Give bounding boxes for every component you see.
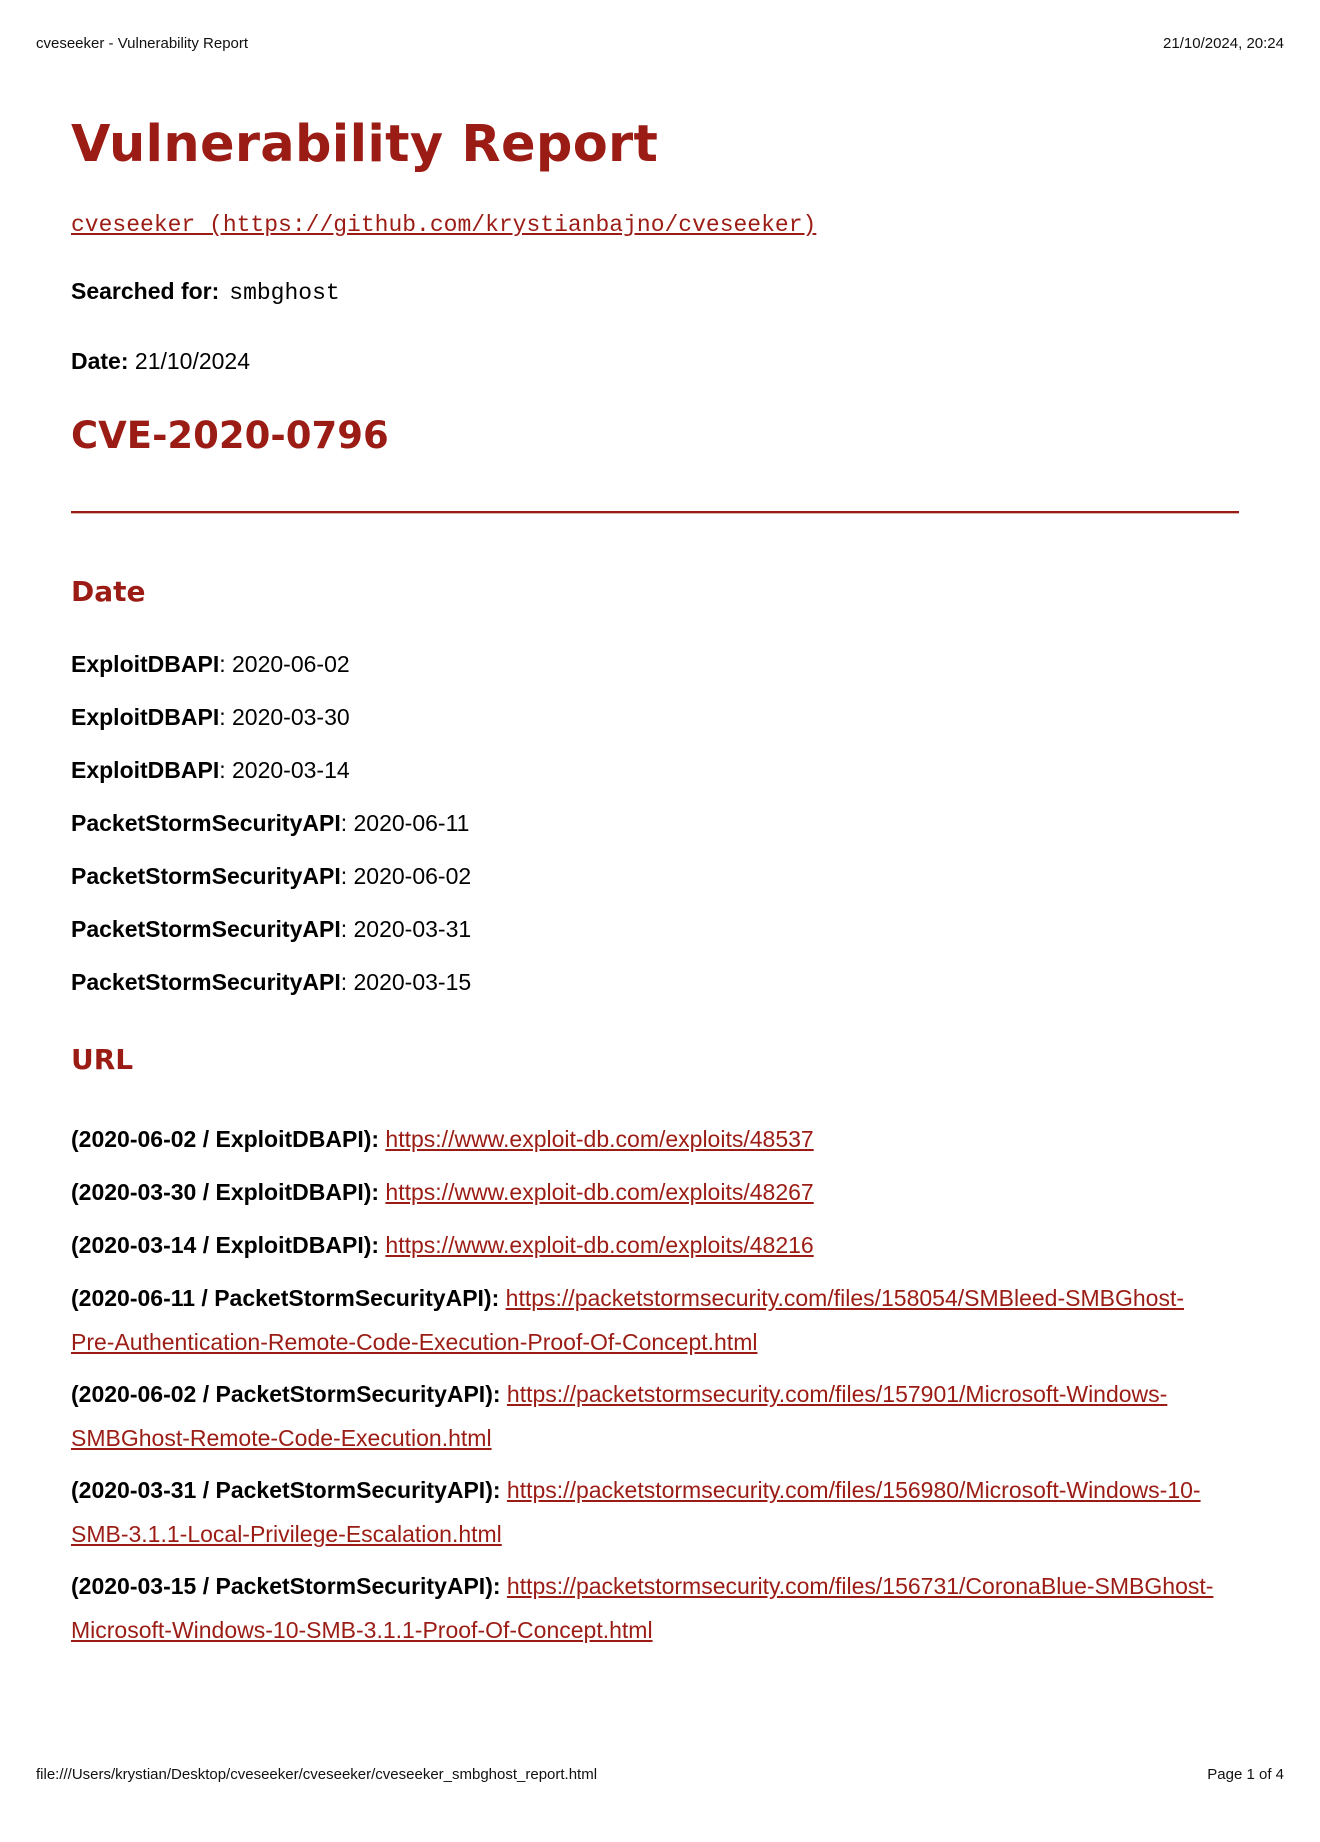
page-title: Vulnerability Report [71, 115, 659, 174]
date-value: 2020-06-02 [353, 863, 472, 889]
url-row [71, 1564, 1221, 1652]
url-label: (2020-06-11 / PacketStormSecurityAPI): [71, 1285, 500, 1311]
url-label: (2020-03-14 / ExploitDBAPI): [71, 1232, 380, 1258]
date-source: PacketStormSecurityAPI [71, 863, 341, 889]
url-label: (2020-03-15 / PacketStormSecurityAPI): [71, 1573, 501, 1599]
searched-for-label: Searched for: [71, 278, 220, 304]
url-label: (2020-06-02 / ExploitDBAPI): [71, 1126, 380, 1152]
url-row [71, 1223, 1221, 1267]
date-source: PacketStormSecurityAPI [71, 969, 341, 995]
searched-for [71, 278, 340, 306]
date-separator: : [340, 863, 354, 889]
url-label: (2020-03-30 / ExploitDBAPI): [71, 1179, 380, 1205]
section-divider [71, 511, 1239, 514]
url-list [71, 1117, 1221, 1660]
date-separator: : [340, 916, 354, 942]
date-source: PacketStormSecurityAPI [71, 810, 341, 836]
date-value: 2020-06-02 [232, 651, 350, 677]
date-value: 2020-03-15 [353, 969, 472, 995]
date-row [71, 862, 471, 915]
date-separator: : [340, 810, 354, 836]
date-row [71, 703, 471, 756]
print-header-datetime: 21/10/2024, 20:24 [1163, 35, 1284, 52]
date-separator: : [219, 651, 233, 677]
date-source: PacketStormSecurityAPI [71, 916, 341, 942]
exploit-link[interactable]: https://packetstormsecurity.com/files/156731/CoronaBlue-SMBGhost-Microsoft-Windows-10-SMB-3.1.1-Proof-Of-Concept.html [71, 1573, 1214, 1643]
date-separator: : [219, 704, 233, 730]
url-label: (2020-03-31 / PacketStormSecurityAPI): [71, 1477, 501, 1503]
exploit-link[interactable]: https://packetstormsecurity.com/files/157901/Microsoft-Windows-SMBGhost-Remote-Code-Execution.html [71, 1381, 1168, 1451]
date-row [71, 650, 471, 703]
date-separator: : [340, 969, 354, 995]
date-list [71, 650, 471, 1021]
report-date [71, 348, 250, 375]
print-footer-path: file:///Users/krystian/Desktop/cveseeker/cveseeker/cveseeker_smbghost_report.html [36, 1766, 598, 1783]
report-date-value: 21/10/2024 [134, 348, 251, 374]
print-footer [36, 1766, 1284, 1783]
date-source: ExploitDBAPI [71, 757, 220, 783]
report-date-label: Date: [71, 348, 129, 374]
exploit-link[interactable]: https://packetstormsecurity.com/files/158054/SMBleed-SMBGhost-Pre-Authentication-Remote-Code-Execution-Proof-Of-Concept.html [71, 1285, 1184, 1355]
url-row [71, 1468, 1221, 1556]
exploit-link[interactable]: https://packetstormsecurity.com/files/156980/Microsoft-Windows-10-SMB-3.1.1-Local-Privilege-Escalation.html [71, 1477, 1201, 1547]
date-value: 2020-06-11 [353, 810, 470, 836]
date-value: 2020-03-14 [232, 757, 350, 783]
repo-link[interactable]: cveseeker (https://github.com/krystianbajno/cveseeker) [71, 212, 817, 238]
exploit-link[interactable]: https://www.exploit-db.com/exploits/48537 [385, 1126, 814, 1152]
url-heading: URL [71, 1043, 134, 1076]
url-row [71, 1117, 1221, 1161]
cve-id: CVE-2020-0796 [71, 414, 389, 457]
url-row [71, 1372, 1221, 1460]
date-separator: : [219, 757, 233, 783]
url-row [71, 1170, 1221, 1214]
date-source: ExploitDBAPI [71, 651, 220, 677]
date-value: 2020-03-31 [353, 916, 472, 942]
date-row [71, 756, 471, 809]
url-label: (2020-06-02 / PacketStormSecurityAPI): [71, 1381, 501, 1407]
print-header [36, 35, 1284, 52]
print-header-title: cveseeker - Vulnerability Report [36, 35, 249, 52]
searched-for-value: smbghost [229, 280, 340, 306]
date-heading: Date [71, 575, 146, 608]
date-row [71, 968, 471, 1021]
print-footer-page: Page 1 of 4 [1207, 1766, 1284, 1783]
date-value: 2020-03-30 [232, 704, 350, 730]
exploit-link[interactable]: https://www.exploit-db.com/exploits/48267 [385, 1179, 814, 1205]
date-row [71, 809, 471, 862]
date-row [71, 915, 471, 968]
date-source: ExploitDBAPI [71, 704, 220, 730]
exploit-link[interactable]: https://www.exploit-db.com/exploits/48216 [385, 1232, 814, 1258]
url-row [71, 1276, 1221, 1364]
